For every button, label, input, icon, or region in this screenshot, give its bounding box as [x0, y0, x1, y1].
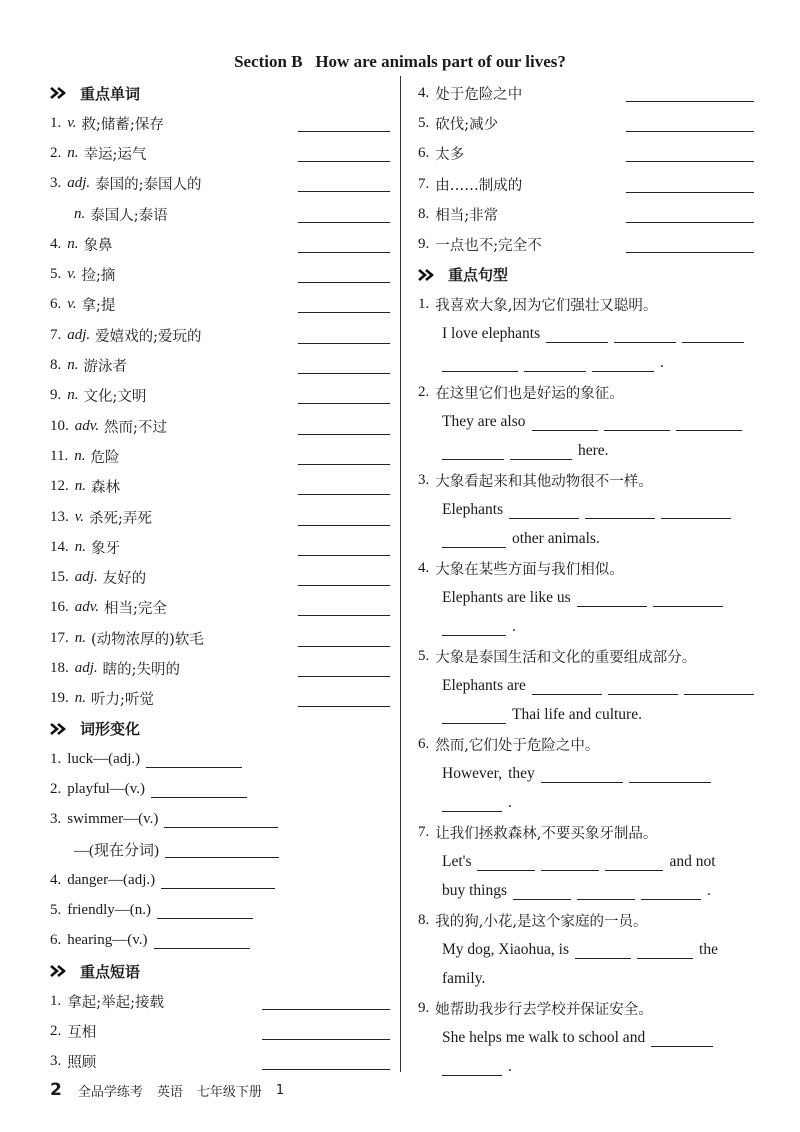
- answer-blank[interactable]: [585, 502, 655, 519]
- english-text: Elephants are: [442, 677, 526, 695]
- english-text: they: [508, 765, 535, 783]
- answer-blank[interactable]: [577, 590, 647, 607]
- sentence-prompt: [418, 818, 754, 848]
- english-text: here.: [578, 442, 609, 460]
- answer-blank[interactable]: [626, 145, 754, 162]
- chinese-meaning: 瞎的;失明的: [102, 661, 181, 678]
- item-number: 19.: [50, 690, 69, 707]
- wordform-row: [50, 805, 390, 835]
- footer-unit: 1: [275, 1082, 285, 1098]
- wordform-row: [50, 865, 390, 895]
- answer-blank[interactable]: [151, 781, 247, 798]
- chinese-meaning: 由……制成的: [435, 177, 523, 194]
- chinese-sentence: 大象在某些方面与我们相似。: [435, 562, 624, 579]
- sentence-line: [418, 613, 754, 642]
- phrase-row: [50, 986, 390, 1016]
- item-number: 16.: [50, 599, 69, 616]
- sentence-line: [418, 349, 754, 378]
- vocab-row: [50, 562, 390, 592]
- part-of-speech: v.: [67, 266, 77, 283]
- part-of-speech: adv.: [74, 417, 100, 434]
- vocab-row: [50, 290, 390, 320]
- double-chevron-icon: [50, 87, 72, 99]
- part-of-speech: n.: [67, 387, 79, 404]
- answer-blank[interactable]: [577, 883, 635, 900]
- phrase-row: [418, 78, 754, 108]
- sentence-line: [418, 701, 754, 730]
- english-text: and not: [669, 853, 716, 871]
- item-number: 7.: [418, 824, 430, 841]
- phrase-row: [418, 139, 754, 169]
- right-column: [418, 78, 754, 1082]
- answer-blank[interactable]: [298, 145, 390, 162]
- answer-blank[interactable]: [637, 942, 693, 959]
- answer-blank[interactable]: [298, 448, 390, 465]
- double-chevron-icon: [418, 269, 440, 281]
- item-number: 5.: [418, 648, 430, 665]
- answer-blank[interactable]: [442, 1059, 502, 1076]
- part-of-speech: n.: [67, 235, 79, 252]
- item-number: 2.: [50, 1022, 62, 1039]
- chinese-meaning: 然而;不过: [104, 419, 167, 436]
- item-number: 7.: [418, 175, 430, 192]
- answer-blank[interactable]: [442, 619, 506, 636]
- sentence-line: [418, 584, 754, 613]
- phrase-row: [418, 199, 754, 229]
- vocab-row: [50, 199, 390, 229]
- vocab-list: [50, 108, 390, 714]
- english-text: Let's: [442, 853, 472, 871]
- answer-blank[interactable]: [442, 443, 504, 460]
- sentence-prompt: [418, 554, 754, 584]
- answer-blank[interactable]: [604, 414, 670, 431]
- vocab-row: [50, 684, 390, 714]
- sentence-prompt: [418, 290, 754, 320]
- chinese-sentence: 她帮助我步行去学校并保证安全。: [435, 1002, 653, 1019]
- vocab-row: [50, 350, 390, 380]
- answer-blank[interactable]: [605, 854, 663, 871]
- part-of-speech: adj.: [67, 175, 91, 192]
- answer-blank[interactable]: [298, 296, 390, 313]
- item-number: 6.: [50, 296, 62, 313]
- vocab-row: [50, 441, 390, 471]
- vocab-row: [50, 320, 390, 350]
- section-title: 重点短语: [80, 962, 141, 981]
- chinese-sentence: 然而,它们处于危险之中。: [435, 738, 600, 755]
- part-of-speech: n.: [67, 144, 79, 161]
- english-text: .: [660, 354, 664, 372]
- chinese-meaning: 幸运;运气: [83, 146, 147, 163]
- footer: [50, 1078, 298, 1102]
- item-number: 6.: [418, 736, 430, 753]
- chinese-sentence: 让我们拯救森林,不要买象牙制品。: [435, 826, 658, 843]
- vocab-row: [50, 623, 390, 653]
- part-of-speech: n.: [74, 205, 86, 222]
- answer-blank[interactable]: [298, 630, 390, 647]
- chinese-sentence: 大象是泰国生活和文化的重要组成部分。: [435, 650, 697, 667]
- section-header-vocab: [50, 78, 390, 108]
- footer-brand: 全品学练考: [77, 1084, 143, 1100]
- part-of-speech: n.: [74, 690, 86, 707]
- answer-blank[interactable]: [161, 872, 275, 889]
- phrase-row: [418, 108, 754, 138]
- chinese-meaning: 象鼻: [83, 237, 113, 254]
- chinese-meaning: 友好的: [102, 571, 147, 588]
- chinese-meaning: 危险: [90, 449, 120, 466]
- answer-blank[interactable]: [298, 539, 390, 556]
- sentence-prompt: [418, 906, 754, 936]
- answer-blank[interactable]: [262, 993, 390, 1010]
- double-chevron-icon: [50, 965, 72, 977]
- answer-blank[interactable]: [298, 387, 390, 404]
- part-of-speech: n.: [74, 478, 86, 495]
- answer-blank[interactable]: [509, 502, 579, 519]
- item-number: 6.: [418, 145, 430, 162]
- column-divider: [400, 76, 401, 1072]
- answer-blank[interactable]: [614, 326, 676, 343]
- item-number: 12.: [50, 478, 69, 495]
- wordform-row: [50, 926, 390, 956]
- item-number: 17.: [50, 629, 69, 646]
- part-of-speech: adj.: [74, 569, 98, 586]
- part-of-speech: n.: [74, 447, 86, 464]
- item-number: 13.: [50, 508, 69, 525]
- answer-blank[interactable]: [298, 660, 390, 677]
- english-text: buy things: [442, 882, 508, 900]
- part-of-speech: v.: [67, 296, 77, 313]
- sentence-line: [418, 760, 754, 789]
- english-text: .: [508, 794, 512, 812]
- sentence-line: [418, 496, 754, 525]
- sentence-prompt: [418, 994, 754, 1024]
- answer-blank[interactable]: [442, 795, 502, 812]
- wordform-prompt: luck—(adj.): [67, 750, 141, 767]
- item-number: 8.: [418, 205, 430, 222]
- footer-subject: 英语: [156, 1084, 183, 1100]
- chinese-meaning: 捡;摘: [81, 268, 116, 285]
- vocab-row: [50, 259, 390, 289]
- item-number: 6.: [50, 932, 62, 949]
- phrase-row: [418, 229, 754, 259]
- chinese-meaning: 游泳者: [83, 359, 127, 376]
- chinese-meaning: 处于危险之中: [435, 86, 523, 103]
- item-number: 2.: [418, 384, 430, 401]
- chinese-meaning: 拿起;举起;接载: [67, 994, 165, 1011]
- answer-blank[interactable]: [442, 355, 518, 372]
- part-of-speech: n.: [74, 629, 86, 646]
- page-title: Section B How are animals part of our lives?: [234, 52, 566, 71]
- answer-blank[interactable]: [298, 236, 390, 253]
- english-text: However,: [442, 765, 503, 783]
- item-number: 11.: [50, 447, 69, 464]
- item-number: 9.: [50, 387, 62, 404]
- wordform-row: [50, 895, 390, 925]
- item-number: 3.: [50, 811, 62, 828]
- item-number: 1.: [50, 750, 62, 767]
- answer-blank[interactable]: [626, 85, 754, 102]
- answer-blank[interactable]: [298, 357, 390, 374]
- sentence-line: [418, 789, 754, 818]
- answer-blank[interactable]: [157, 902, 253, 919]
- english-text: She helps me walk to school and: [442, 1029, 646, 1047]
- english-text: .: [707, 882, 711, 900]
- chinese-sentence: 我喜欢大象,因为它们强壮又聪明。: [435, 298, 658, 315]
- answer-blank[interactable]: [477, 854, 535, 871]
- chinese-meaning: 泰国人;泰语: [90, 207, 168, 224]
- answer-blank[interactable]: [575, 942, 631, 959]
- chinese-meaning: 照顾: [67, 1055, 97, 1072]
- wordform-row: [50, 744, 390, 774]
- english-text: They are also: [442, 413, 526, 431]
- vocab-row: [50, 381, 390, 411]
- vocab-row: [50, 502, 390, 532]
- chinese-meaning: 救;储蓄;保存: [81, 116, 164, 133]
- wordform-prompt: playful—(v.): [67, 780, 146, 797]
- answer-blank[interactable]: [298, 266, 390, 283]
- sentence-line: [418, 877, 754, 906]
- part-of-speech: n.: [67, 357, 79, 374]
- item-number: 9.: [418, 1000, 430, 1017]
- answer-blank[interactable]: [262, 1053, 390, 1070]
- answer-blank[interactable]: [532, 414, 598, 431]
- chinese-meaning: 森林: [91, 480, 120, 497]
- phrase-list-continued: [418, 78, 754, 260]
- answer-blank[interactable]: [165, 841, 279, 858]
- answer-blank[interactable]: [298, 509, 390, 526]
- answer-blank[interactable]: [298, 690, 390, 707]
- answer-blank[interactable]: [546, 326, 608, 343]
- item-number: 4.: [50, 235, 62, 252]
- wordform-prompt: —(现在分词): [74, 843, 159, 860]
- phrase-row: [418, 169, 754, 199]
- item-number: 5.: [418, 114, 430, 131]
- answer-blank[interactable]: [684, 678, 754, 695]
- sentence-line: [418, 848, 754, 877]
- item-number: 3.: [418, 472, 430, 489]
- answer-blank[interactable]: [513, 883, 571, 900]
- double-chevron-icon: [50, 723, 72, 735]
- answer-blank[interactable]: [154, 932, 250, 949]
- vocab-row: [50, 108, 390, 138]
- answer-blank[interactable]: [653, 590, 723, 607]
- english-text: other animals.: [512, 530, 600, 548]
- chinese-meaning: 砍伐;减少: [435, 116, 499, 133]
- answer-blank[interactable]: [298, 418, 390, 435]
- item-number: 14.: [50, 538, 69, 555]
- left-column: [50, 78, 390, 1077]
- item-number: 5.: [50, 902, 62, 919]
- wordform-list: [50, 744, 390, 956]
- sentence-prompt: [418, 378, 754, 408]
- answer-blank[interactable]: [532, 678, 602, 695]
- answer-blank[interactable]: [298, 569, 390, 586]
- answer-blank[interactable]: [682, 326, 744, 343]
- chinese-sentence: 大象看起来和其他动物很不一样。: [435, 474, 653, 491]
- vocab-row: [50, 411, 390, 441]
- vocab-row: [50, 653, 390, 683]
- answer-blank[interactable]: [524, 355, 586, 372]
- english-text: .: [508, 1058, 512, 1076]
- part-of-speech: v.: [67, 114, 77, 131]
- part-of-speech: v.: [74, 508, 85, 525]
- section-title: 重点单词: [80, 84, 141, 103]
- chinese-meaning: 相当;完全: [104, 601, 167, 618]
- answer-blank[interactable]: [298, 206, 390, 223]
- chinese-meaning: 听力;听觉: [91, 692, 154, 709]
- item-number: 1.: [418, 296, 430, 313]
- vocab-row: [50, 229, 390, 259]
- wordform-prompt: swimmer—(v.): [67, 811, 159, 828]
- section-title: 词形变化: [80, 720, 141, 739]
- item-number: 3.: [50, 1053, 62, 1070]
- chinese-meaning: 文化;文明: [83, 389, 147, 406]
- item-number: 8.: [50, 357, 62, 374]
- english-text: .: [512, 618, 516, 636]
- sentence-line: [418, 672, 754, 701]
- answer-blank[interactable]: [442, 531, 506, 548]
- vocab-row: [50, 169, 390, 199]
- chinese-meaning: 泰国的;泰国人的: [95, 177, 202, 194]
- footer-grade: 七年级下册: [196, 1084, 262, 1100]
- part-of-speech: adv.: [74, 599, 100, 616]
- chinese-meaning: 拿;提: [81, 298, 116, 315]
- answer-blank[interactable]: [626, 176, 754, 193]
- sentence-prompt: [418, 466, 754, 496]
- vocab-row: [50, 472, 390, 502]
- sentence-line: [418, 525, 754, 554]
- item-number: 8.: [418, 912, 430, 929]
- sentence-line: [418, 936, 754, 965]
- wordform-row: [50, 835, 390, 865]
- chinese-sentence: 我的狗,小花,是这个家庭的一员。: [435, 914, 648, 931]
- chinese-meaning: 象牙: [91, 540, 120, 557]
- answer-blank[interactable]: [641, 883, 701, 900]
- answer-blank[interactable]: [626, 115, 754, 132]
- item-number: 7.: [50, 326, 62, 343]
- chinese-meaning: 爱嬉戏的;爱玩的: [95, 328, 202, 345]
- vocab-row: [50, 138, 390, 168]
- sentence-line: [418, 1053, 754, 1082]
- chinese-meaning: 互相: [67, 1024, 97, 1041]
- vocab-row: [50, 593, 390, 623]
- sentence-prompt: [418, 642, 754, 672]
- english-text: Thai life and culture.: [512, 706, 642, 724]
- item-number: 4.: [50, 871, 62, 888]
- section-header-phrases: [50, 956, 390, 986]
- answer-blank[interactable]: [626, 236, 754, 253]
- chinese-meaning: 一点也不;完全不: [435, 238, 542, 255]
- chinese-sentence: 在这里它们也是好运的象征。: [435, 386, 624, 403]
- part-of-speech: adj.: [67, 326, 91, 343]
- item-number: 2.: [50, 144, 62, 161]
- sentence-line: [418, 1024, 754, 1053]
- wordform-prompt: friendly—(n.): [67, 902, 151, 919]
- answer-blank[interactable]: [661, 502, 731, 519]
- wordform-prompt: hearing—(v.): [67, 932, 148, 949]
- sentence-line: [418, 408, 754, 437]
- answer-blank[interactable]: [510, 443, 572, 460]
- item-number: 1.: [50, 114, 62, 131]
- answer-blank[interactable]: [651, 1030, 713, 1047]
- item-number: 2.: [50, 780, 62, 797]
- english-text: the: [699, 941, 718, 959]
- item-number: 4.: [418, 560, 430, 577]
- sentence-prompt: [418, 730, 754, 760]
- sentence-line: [418, 965, 754, 994]
- section-title: 重点句型: [448, 266, 509, 285]
- phrase-list: [50, 986, 390, 1077]
- sentence-line: [418, 320, 754, 349]
- english-text: Elephants are like us: [442, 589, 571, 607]
- wordform-row: [50, 774, 390, 804]
- wordform-prompt: danger—(adj.): [67, 871, 156, 888]
- english-text: family.: [442, 970, 486, 988]
- item-number: 3.: [50, 175, 62, 192]
- answer-blank[interactable]: [164, 811, 278, 828]
- answer-blank[interactable]: [298, 327, 390, 344]
- item-number: 4.: [418, 84, 430, 101]
- answer-blank[interactable]: [541, 766, 623, 783]
- english-text: My dog, Xiaohua, is: [442, 941, 570, 959]
- chinese-meaning: 太多: [435, 147, 465, 164]
- answer-blank[interactable]: [442, 707, 506, 724]
- answer-blank[interactable]: [629, 766, 711, 783]
- answer-blank[interactable]: [592, 355, 654, 372]
- answer-blank[interactable]: [541, 854, 599, 871]
- answer-blank[interactable]: [676, 414, 742, 431]
- vocab-row: [50, 532, 390, 562]
- item-number: 9.: [418, 236, 430, 253]
- item-number: 1.: [50, 992, 62, 1009]
- english-text: Elephants: [442, 501, 504, 519]
- english-text: I love elephants: [442, 325, 541, 343]
- answer-blank[interactable]: [298, 115, 390, 132]
- part-of-speech: adj.: [74, 659, 98, 676]
- item-number: 10.: [50, 417, 69, 434]
- sentence-list: [418, 290, 754, 1082]
- answer-blank[interactable]: [626, 206, 754, 223]
- answer-blank[interactable]: [146, 751, 242, 768]
- chinese-meaning: (动物浓厚的)软毛: [91, 631, 204, 648]
- answer-blank[interactable]: [608, 678, 678, 695]
- phrase-row: [50, 1016, 390, 1046]
- item-number: 15.: [50, 569, 69, 586]
- answer-blank[interactable]: [298, 599, 390, 616]
- item-number: 18.: [50, 659, 69, 676]
- section-header-wordforms: [50, 714, 390, 744]
- answer-blank[interactable]: [298, 175, 390, 192]
- part-of-speech: n.: [74, 538, 86, 555]
- chinese-meaning: 相当;非常: [435, 207, 499, 224]
- sentence-line: [418, 437, 754, 466]
- answer-blank[interactable]: [262, 1023, 390, 1040]
- phrase-row: [50, 1047, 390, 1077]
- answer-blank[interactable]: [298, 478, 390, 495]
- page-number: 2: [50, 1080, 62, 1100]
- item-number: 5.: [50, 266, 62, 283]
- section-header-sentences: [418, 260, 754, 290]
- chinese-meaning: 杀死;弄死: [89, 510, 152, 527]
